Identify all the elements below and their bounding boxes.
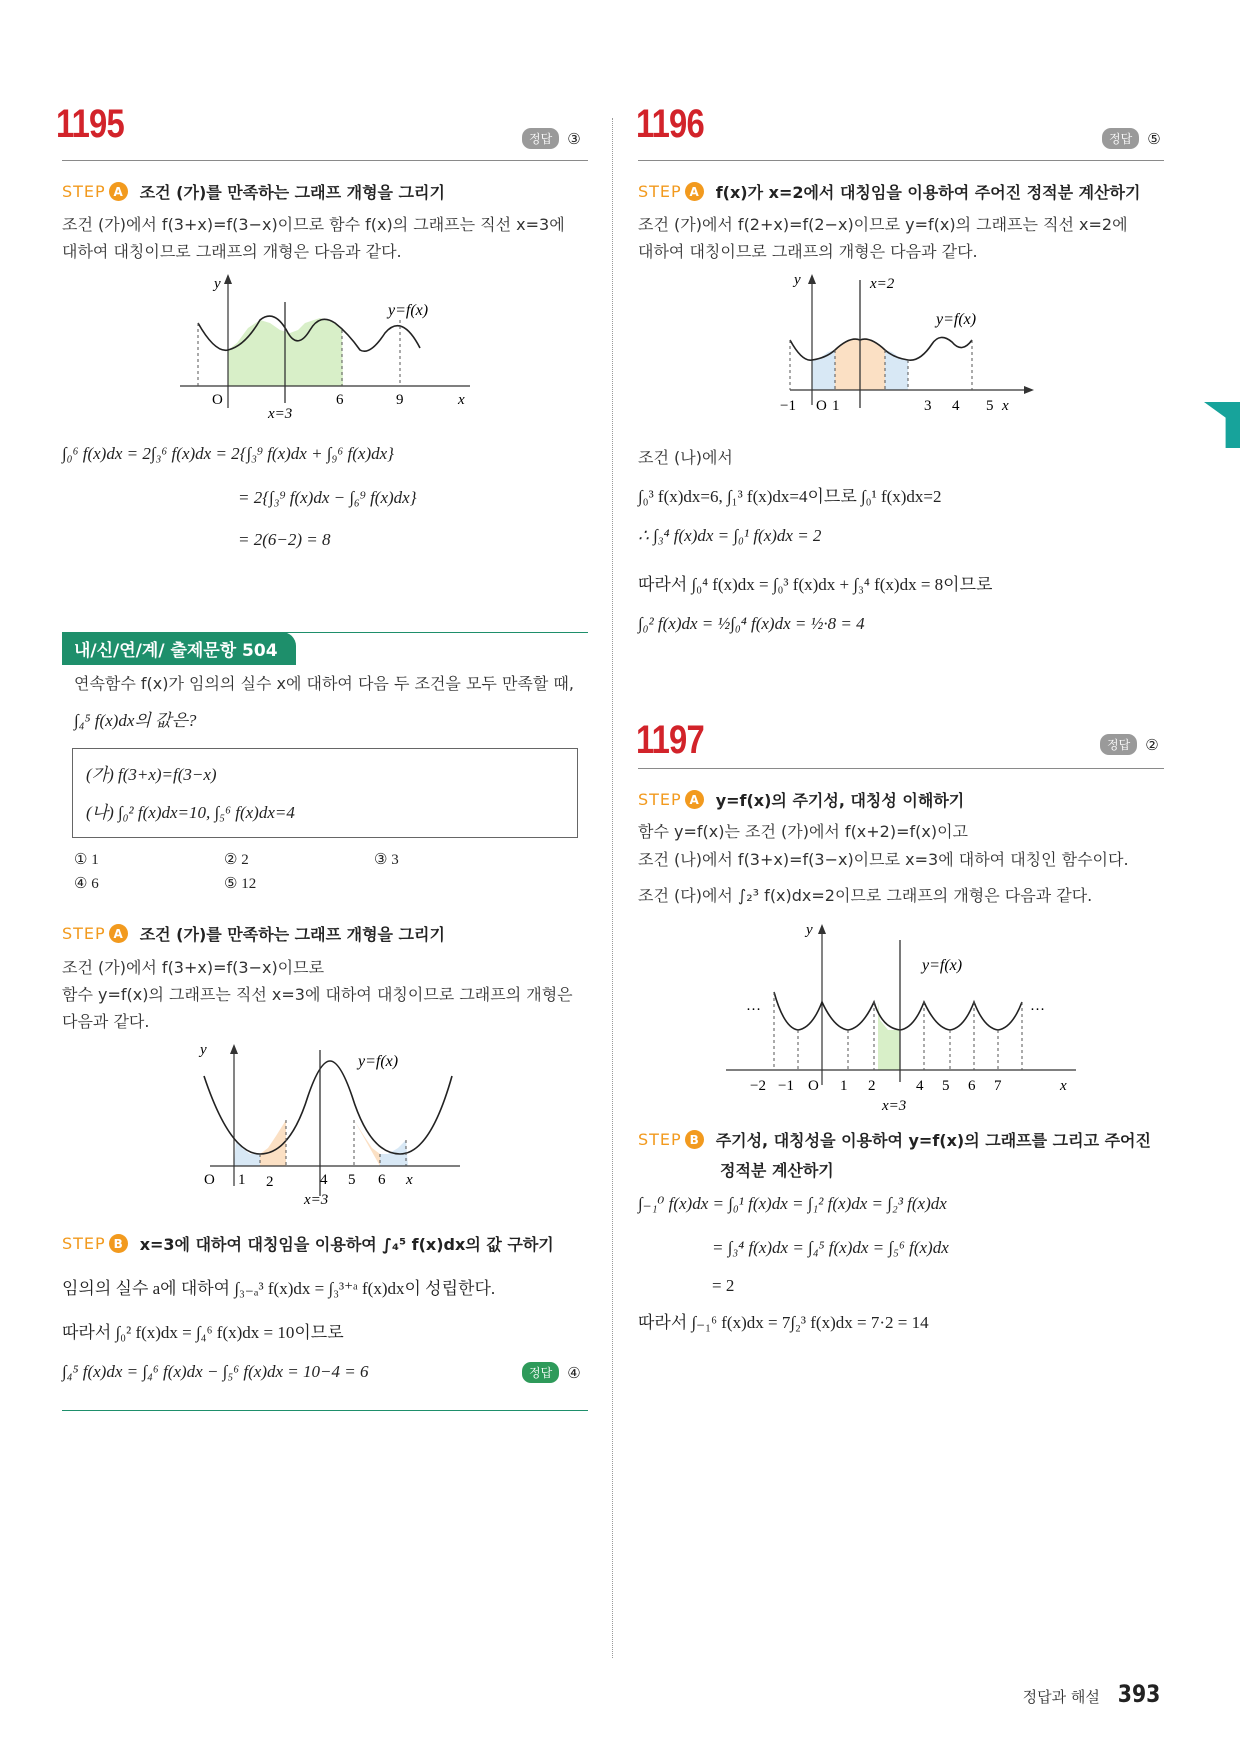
tick-4: 4: [952, 398, 960, 414]
text-1196-2: 대하여 대칭이므로 그래프의 개형은 다음과 같다.: [638, 242, 978, 261]
x-label: x: [1002, 398, 1009, 414]
step-a-1196: STEP A f(x)가 x=2에서 대칭임을 이용하여 주어진 정적분 계산하기: [638, 182, 1141, 202]
tick-6: 6: [336, 392, 344, 408]
answer-badge: 정답: [522, 128, 559, 149]
origin-label: O: [816, 398, 827, 414]
text-1197-3: 조건 (다)에서 ∫₂³ f(x)dx=2이므로 그래프의 개형은 다음과 같다.: [638, 886, 1093, 905]
condition-ga: (가) f(3+x)=f(3−x): [86, 765, 217, 784]
step-b-1197: STEP B 주기성, 대칭성을 이용하여 y=f(x)의 그래프를 그리고 주어진: [638, 1130, 1151, 1150]
tick-3: 3: [924, 398, 932, 414]
answer-value: ③: [567, 129, 581, 148]
equation-504-2: 따라서 ∫₀² f(x)dx = ∫₄⁶ f(x)dx = 10이므로: [62, 1323, 344, 1342]
equation-1195-2: = 2{∫₃⁹ f(x)dx − ∫₆⁹ f(x)dx}: [238, 488, 417, 507]
step-title: 주기성, 대칭성을 이용하여 y=f(x)의 그래프를 그리고 주어진: [715, 1131, 1151, 1150]
tick-6: 6: [378, 1172, 386, 1188]
answer-1196: [1102, 128, 1161, 149]
y-label: y: [214, 276, 221, 292]
tick-2: 2: [266, 1174, 274, 1190]
section-end-rule: [62, 1410, 588, 1411]
option-2: ② 2: [224, 852, 249, 868]
step-title: y=f(x)의 주기성, 대칭성 이해하기: [715, 791, 965, 810]
graph-1195: [170, 268, 480, 418]
option-3: ③ 3: [374, 852, 399, 868]
x3-label: x=3: [304, 1192, 329, 1208]
page-footer: [1023, 1680, 1164, 1708]
problem-number-1197: 1197: [636, 718, 704, 762]
shaded-area-2-3: [878, 1002, 900, 1070]
equation-1197-1: ∫₋₁⁰ f(x)dx = ∫₀¹ f(x)dx = ∫₁² f(x)dx = ∫₂³ f(x)dx: [638, 1194, 947, 1213]
step-b-504: STEP B x=3에 대하여 대칭임을 이용하여 ∫₄⁵ f(x)dx의 값 구하기: [62, 1234, 554, 1254]
fx-label: y=f(x): [388, 302, 429, 319]
step-title-cont: 정적분 계산하기: [720, 1161, 834, 1180]
answer-value: ④: [567, 1363, 581, 1382]
origin-label: O: [204, 1172, 215, 1188]
step-title: 조건 (가)를 만족하는 그래프 개형을 그리기: [139, 183, 445, 202]
equation-1196-4: ∫₀² f(x)dx = ½∫₀⁴ f(x)dx = ½·8 = 4: [638, 614, 865, 633]
tick-2: 2: [868, 1078, 876, 1094]
equation-504-3: ∫₄⁵ f(x)dx = ∫₄⁶ f(x)dx − ∫₅⁶ f(x)dx = 10−4 = 6: [62, 1362, 369, 1381]
equation-1195-1: ∫₀⁶ f(x)dx = 2∫₃⁶ f(x)dx = 2{∫₃⁹ f(x)dx + ∫₉⁶ f(x)dx}: [62, 444, 394, 463]
tick-neg1: −1: [778, 1078, 794, 1094]
option-1: ① 1: [74, 852, 99, 868]
curve: [774, 992, 1022, 1030]
tick-1: 1: [840, 1078, 848, 1094]
x3-label: x=3: [882, 1098, 907, 1114]
text-1197-2: 조건 (나)에서 f(3+x)=f(3−x)이므로 x=3에 대하여 대칭인 함수이다.: [638, 850, 1129, 869]
graph-504: [190, 1036, 470, 1216]
footer-label: 정답과 해설: [1022, 1688, 1100, 1706]
origin-label: O: [212, 392, 223, 408]
step-title: 조건 (가)를 만족하는 그래프 개형을 그리기: [139, 925, 445, 944]
header-rule: [62, 160, 588, 161]
answer-value: ②: [1145, 735, 1159, 754]
step-title: x=3에 대하여 대칭임을 이용하여 ∫₄⁵ f(x)dx의 값 구하기: [139, 1235, 554, 1254]
answer-1195: [522, 128, 581, 149]
option-4: ④ 6: [74, 876, 99, 892]
ellipsis-left: …: [746, 998, 761, 1014]
equation-504-1: 임의의 실수 a에 대하여 ∫₃₋ₐ³ f(x)dx = ∫₃³⁺ᵃ f(x)dx이 성립한다.: [62, 1279, 496, 1298]
tick-7: 7: [994, 1078, 1002, 1094]
tick-6: 6: [968, 1078, 976, 1094]
x-label: x: [458, 392, 465, 408]
y-label: y: [806, 922, 813, 938]
text-1195-2: 대하여 대칭이므로 그래프의 개형은 다음과 같다.: [62, 242, 402, 261]
answer-504: [522, 1362, 581, 1383]
equation-1195-3: = 2(6−2) = 8: [238, 530, 331, 549]
related-problem-tag: 내/신/연/계/ 출제문항 504: [62, 632, 296, 665]
fx-label: y=f(x): [358, 1053, 399, 1070]
equation-1196-3: 따라서 ∫₀⁴ f(x)dx = ∫₀³ f(x)dx + ∫₃⁴ f(x)dx = 8이므로: [638, 575, 993, 594]
step-a-504: STEP A 조건 (가)를 만족하는 그래프 개형을 그리기: [62, 924, 445, 944]
text-1195-1: 조건 (가)에서 f(3+x)=f(3−x)이므로 함수 f(x)의 그래프는 직선 x=3에: [62, 215, 565, 234]
step-b-1197-cont: [720, 1158, 834, 1181]
tick-5: 5: [348, 1172, 356, 1188]
y-label: y: [794, 272, 801, 288]
x2-label: x=2: [870, 276, 895, 292]
origin-label: O: [808, 1078, 819, 1094]
equation-1196-2: ∴ ∫₃⁴ f(x)dx = ∫₀¹ f(x)dx = 2: [638, 526, 822, 545]
tick-9: 9: [396, 392, 404, 408]
text-1196-3: 조건 (나)에서: [638, 448, 733, 467]
problem-number-1195: 1195: [56, 102, 124, 146]
graph-1197: [726, 920, 1086, 1120]
tick-4: 4: [320, 1172, 328, 1188]
tick-1: 1: [832, 398, 840, 414]
tick-neg2: −2: [750, 1078, 766, 1094]
question-text: 연속함수 f(x)가 임의의 실수 x에 대하여 다음 두 조건을 모두 만족할 때,: [74, 674, 574, 693]
problem-number-1196: 1196: [636, 102, 704, 146]
tick-5: 5: [942, 1078, 950, 1094]
equation-1197-4: 따라서 ∫₋₁⁶ f(x)dx = 7∫₂³ f(x)dx = 7·2 = 14: [638, 1313, 929, 1332]
side-tab-marker: [1204, 402, 1240, 448]
question-integral: ∫₄⁵ f(x)dx의 값은?: [74, 711, 197, 730]
step-a-1195: STEP A 조건 (가)를 만족하는 그래프 개형을 그리기: [62, 182, 445, 202]
text-504-2: 함수 y=f(x)의 그래프는 직선 x=3에 대하여 대칭이므로 그래프의 개형은: [62, 985, 573, 1004]
curve: [204, 1061, 452, 1154]
ellipsis-right: …: [1030, 998, 1045, 1014]
answer-value: ⑤: [1147, 129, 1161, 148]
text-1196-1: 조건 (가)에서 f(2+x)=f(2−x)이므로 y=f(x)의 그래프는 직선 x=2에: [638, 215, 1128, 234]
y-label: y: [200, 1042, 207, 1058]
text-1197-1: 함수 y=f(x)는 조건 (가)에서 f(x+2)=f(x)이고: [638, 822, 969, 841]
page-number: 393: [1117, 1680, 1161, 1708]
equation-1196-1: ∫₀³ f(x)dx=6, ∫₁³ f(x)dx=4이므로 ∫₀¹ f(x)dx=2: [638, 487, 942, 506]
answer-badge: 정답: [1100, 734, 1137, 755]
header-rule: [638, 768, 1164, 769]
tick-4: 4: [916, 1078, 924, 1094]
text-504-3: 다음과 같다.: [62, 1012, 150, 1031]
text-504-1: 조건 (가)에서 f(3+x)=f(3−x)이므로: [62, 958, 325, 977]
tick-neg1: −1: [780, 398, 796, 414]
equation-1197-3: = 2: [712, 1276, 735, 1295]
graph-1196: [780, 270, 1040, 420]
fx-label: y=f(x): [922, 957, 963, 974]
tick-1: 1: [238, 1172, 246, 1188]
option-5: ⑤ 12: [224, 876, 257, 892]
fx-label: y=f(x): [936, 311, 977, 328]
equation-1197-2: = ∫₃⁴ f(x)dx = ∫₄⁵ f(x)dx = ∫₅⁶ f(x)dx: [712, 1238, 949, 1257]
tick-5: 5: [986, 398, 994, 414]
step-title: f(x)가 x=2에서 대칭임을 이용하여 주어진 정적분 계산하기: [715, 183, 1141, 202]
step-a-1197: STEP A y=f(x)의 주기성, 대칭성 이해하기: [638, 790, 965, 810]
answer-badge: 정답: [522, 1362, 559, 1383]
x3-label: x=3: [268, 406, 293, 418]
column-divider: [612, 118, 613, 1658]
answer-1197: [1100, 734, 1159, 755]
header-rule: [638, 160, 1164, 161]
answer-badge: 정답: [1102, 128, 1139, 149]
x-label: x: [1060, 1078, 1067, 1094]
x-label: x: [406, 1172, 413, 1188]
condition-na: (나) ∫₀² f(x)dx=10, ∫₅⁶ f(x)dx=4: [86, 803, 295, 822]
